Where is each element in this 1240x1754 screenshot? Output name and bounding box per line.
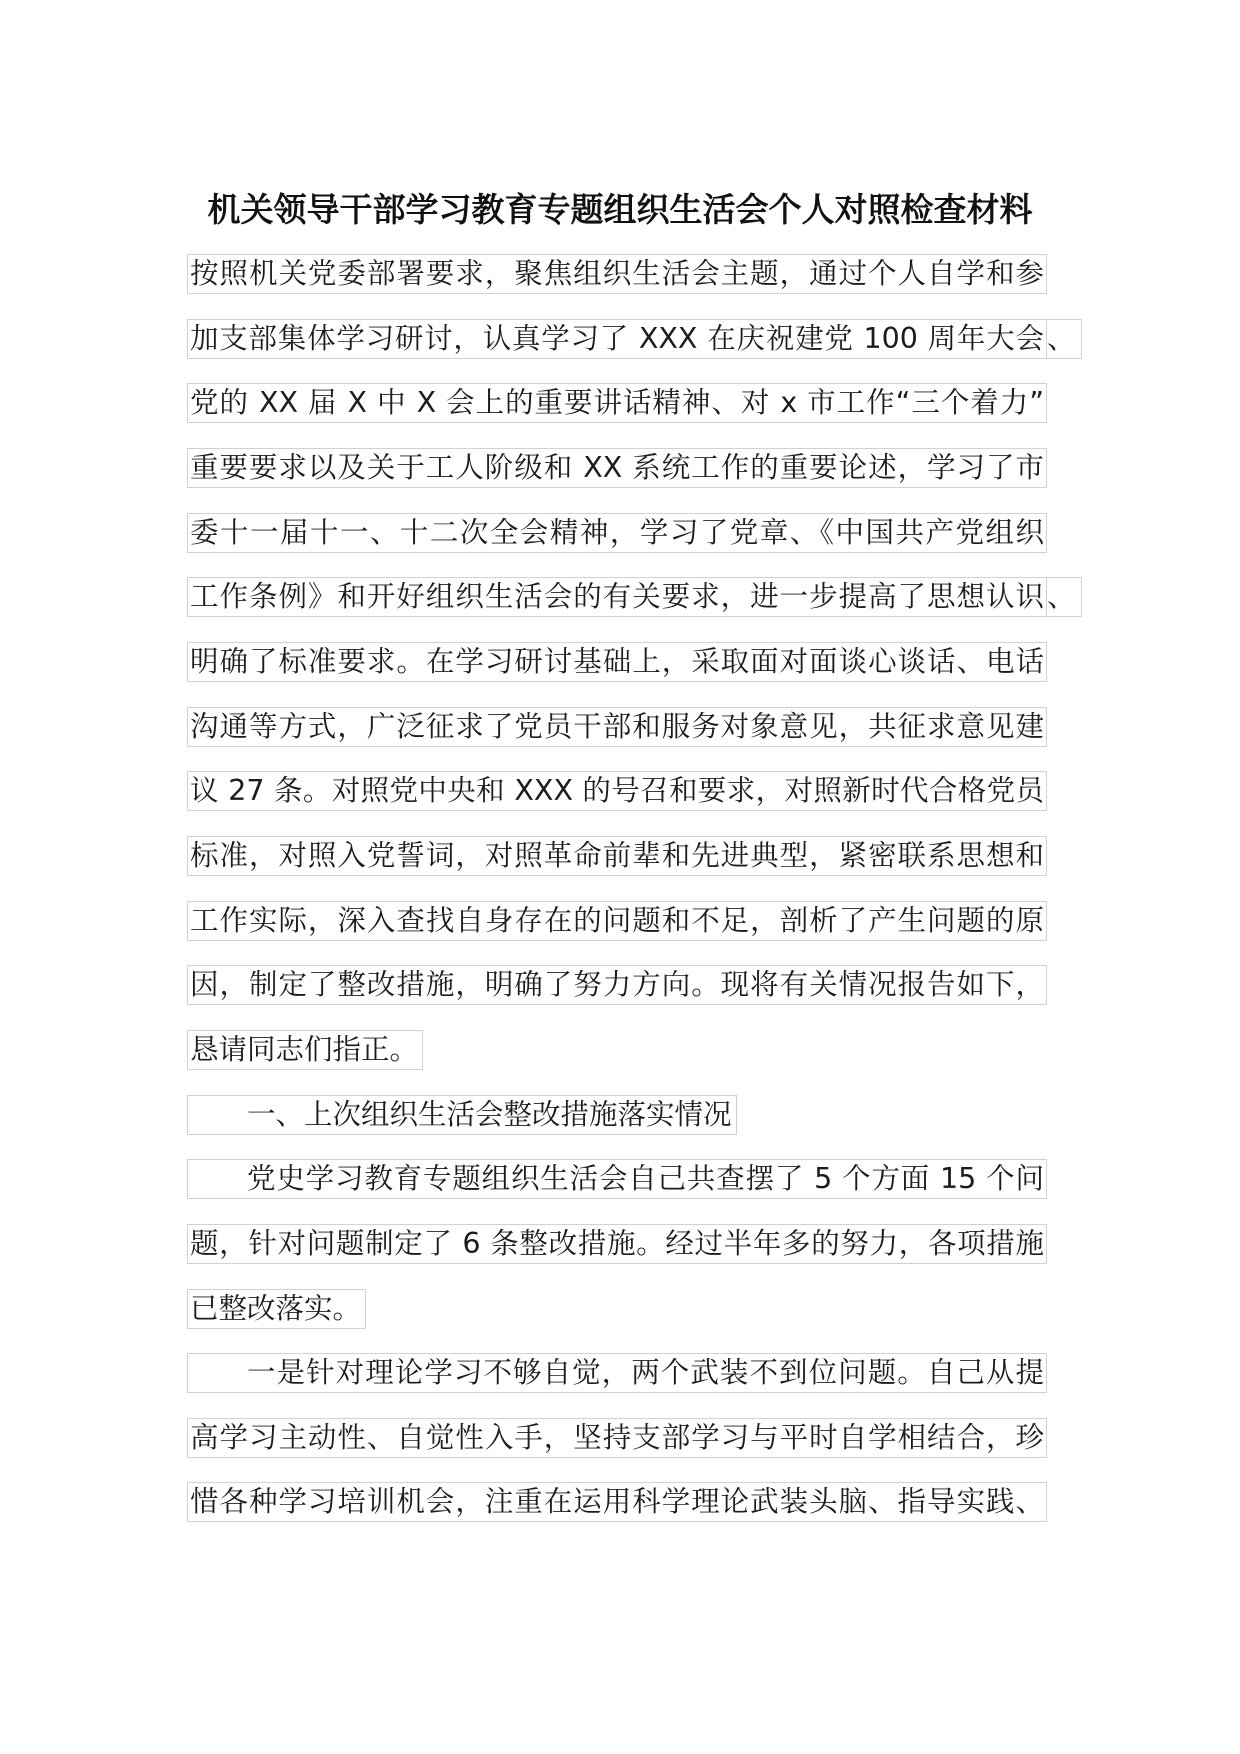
- text-line: 按照机关党委部署要求，聚焦组织生活会主题，通过个人自学和参: [187, 254, 1047, 294]
- text-line: 委十一届十一、十二次全会精神，学习了党章、《中国共产党组织: [187, 513, 1047, 553]
- text-line-row: [187, 319, 1082, 359]
- text-line: 已整改落实。: [187, 1289, 366, 1329]
- text-line: 恳请同志们指正。: [187, 1030, 423, 1070]
- text-line: 重要要求以及关于工人阶级和 XX 系统工作的重要论述，学习了市: [187, 448, 1047, 488]
- text-line: 沟通等方式，广泛征求了党员干部和服务对象意见，共征求意见建: [187, 707, 1047, 747]
- section-heading-line: 一、上次组织生活会整改措施落实情况: [187, 1095, 737, 1135]
- text-line: 一是针对理论学习不够自觉，两个武装不到位问题。自己从提: [187, 1353, 1047, 1393]
- text-line: 题，针对问题制定了 6 条整改措施。经过半年多的努力，各项措施: [187, 1224, 1047, 1264]
- document-body: [187, 254, 1107, 1522]
- text-line: 明确了标准要求。在学习研讨基础上，采取面对面谈心谈话、电话: [187, 642, 1047, 682]
- text-line: 工作条例》和开好组织生活会的有关要求，进一步提高了思想认识: [187, 577, 1047, 617]
- document-title: 机关领导干部学习教育专题组织生活会个人对照检查材料: [207, 190, 1033, 229]
- text-line: 加支部集体学习研讨，认真学习了 XXX 在庆祝建党 100 周年大会: [187, 319, 1047, 359]
- text-line: 惜各种学习培训机会，注重在运用科学理论武装头脑、指导实践、: [187, 1482, 1047, 1522]
- text-line: 党史学习教育专题组织生活会自己共查摆了 5 个方面 15 个问: [187, 1159, 1047, 1199]
- hanging-punctuation: 、: [1047, 319, 1082, 359]
- text-line: 高学习主动性、自觉性入手，坚持支部学习与平时自学相结合，珍: [187, 1418, 1047, 1458]
- text-line: 标准，对照入党誓词，对照革命前辈和先进典型，紧密联系思想和: [187, 836, 1047, 876]
- text-line: 工作实际，深入查找自身存在的问题和不足，剖析了产生问题的原: [187, 901, 1047, 941]
- text-line-row: [187, 577, 1082, 617]
- hanging-punctuation: 、: [1047, 577, 1082, 617]
- text-line: 议 27 条。对照党中央和 XXX 的号召和要求，对照新时代合格党员: [187, 771, 1047, 811]
- text-line: 党的 XX 届 X 中 X 会上的重要讲话精神、对 x 市工作“三个着力”: [187, 383, 1047, 423]
- text-line: 因，制定了整改措施，明确了努力方向。现将有关情况报告如下，: [187, 965, 1047, 1005]
